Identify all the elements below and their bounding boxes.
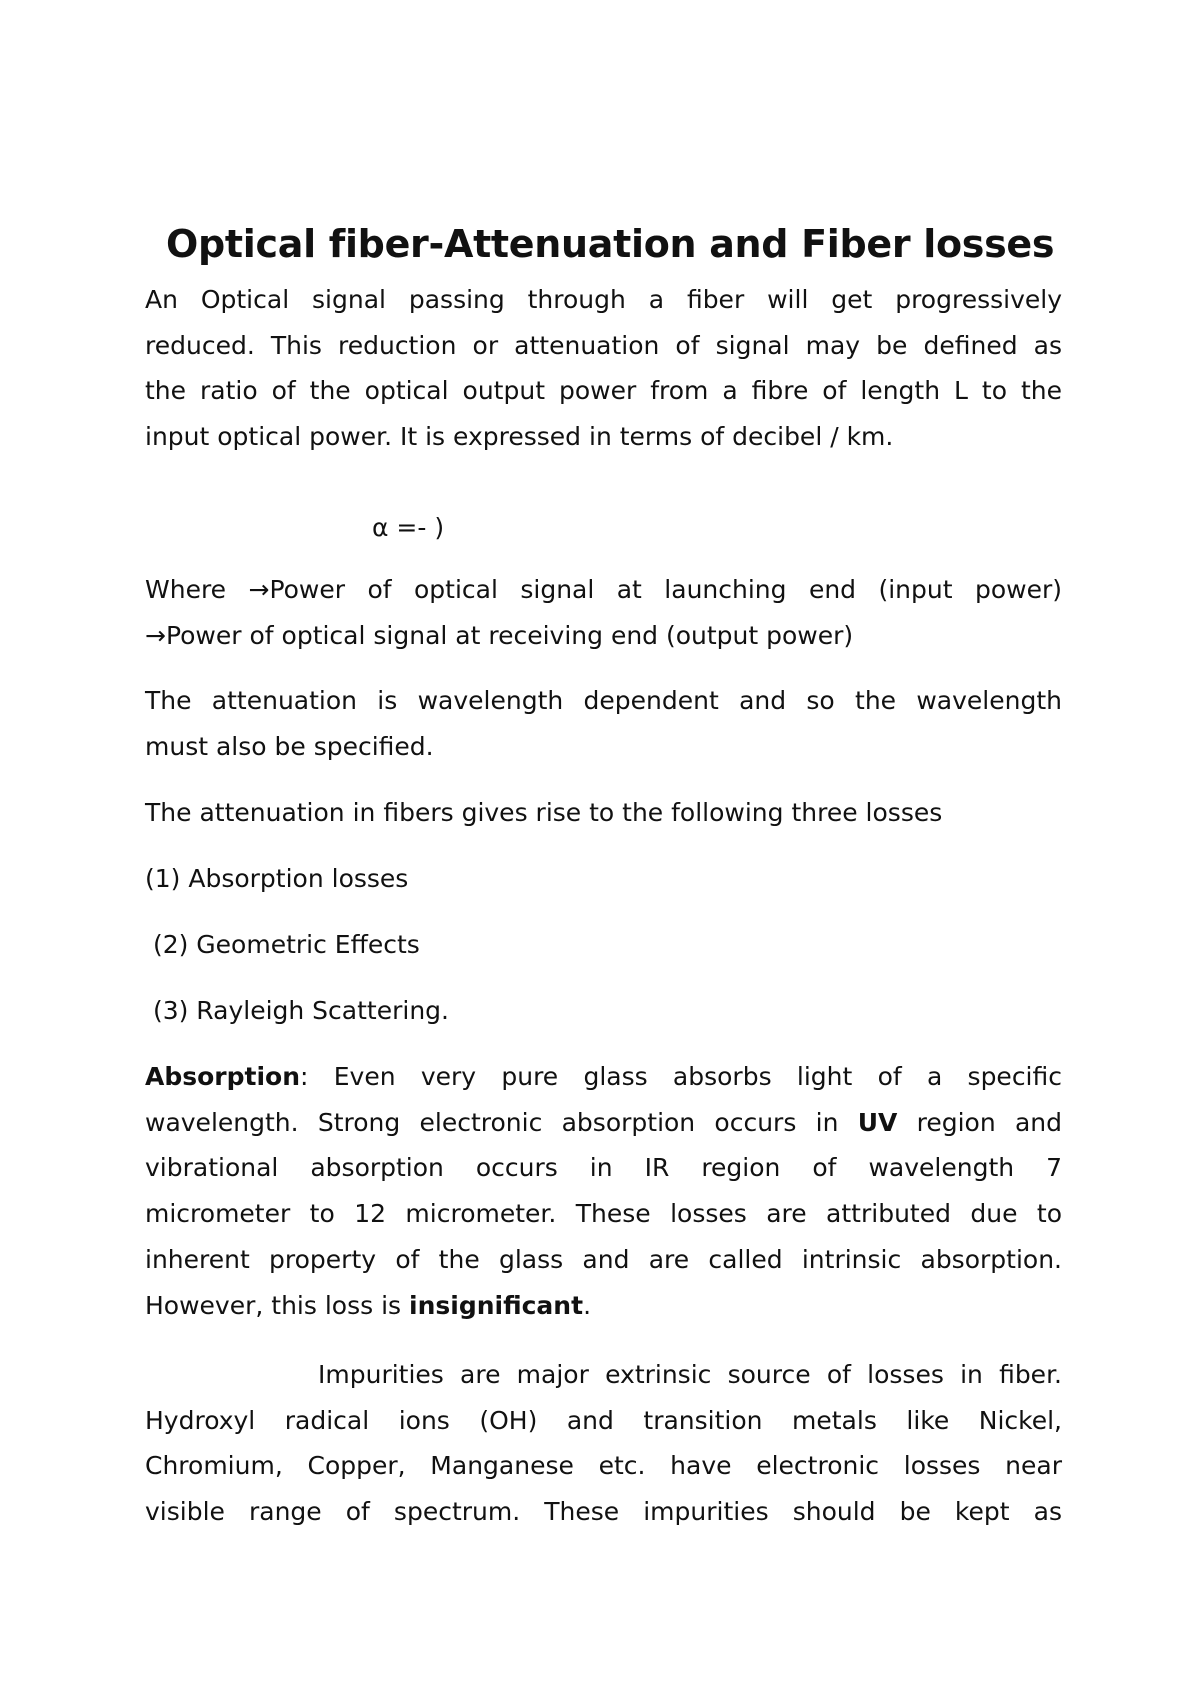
impurities-line-1-text: Impurities are major extrinsic source of losses in fiber. bbox=[318, 1360, 1062, 1389]
impurities-line-4: visible range of spectrum. These impurities should be kept as bbox=[145, 1497, 1062, 1527]
absorption-paragraph bbox=[145, 1054, 1062, 1328]
intro-paragraph bbox=[145, 277, 1062, 460]
loss-item-3 bbox=[145, 988, 1062, 1034]
uv-term: UV bbox=[857, 1107, 898, 1137]
intro-line-2: reduced. This reduction or attenuation of signal may be defined as bbox=[145, 330, 1062, 360]
absorption-line-2-pre: wavelength. Strong electronic absorption occurs in bbox=[145, 1107, 858, 1137]
loss-item-3-text: (3) Rayleigh Scattering. bbox=[145, 996, 449, 1025]
impurities-line-2: Hydroxyl radical ions (OH) and transition metals like Nickel, bbox=[145, 1405, 1062, 1435]
absorption-line-6 bbox=[145, 1283, 1062, 1329]
losses-intro bbox=[145, 790, 1062, 836]
loss-item-2 bbox=[145, 922, 1062, 968]
wavelength-line-2: must also be specified. bbox=[145, 731, 434, 761]
impurities-paragraph bbox=[145, 1352, 1062, 1535]
loss-item-2-text: (2) Geometric Effects bbox=[145, 930, 420, 959]
absorption-line-1 bbox=[145, 1054, 1062, 1100]
impurities-line-1 bbox=[145, 1352, 1062, 1398]
absorption-heading: Absorption bbox=[145, 1062, 301, 1091]
document-title: Optical fiber-Attenuation and Fiber losses bbox=[166, 222, 1055, 266]
absorption-line-2 bbox=[145, 1100, 1062, 1146]
formula-text: α =- ) bbox=[372, 513, 445, 542]
impurities-line-3: Chromium, Copper, Manganese etc. have electronic losses near bbox=[145, 1451, 1062, 1481]
intro-line-1: An Optical signal passing through a fiber will get progressively bbox=[145, 285, 1062, 314]
losses-intro-text: The attenuation in fibers gives rise to the following three losses bbox=[145, 798, 943, 827]
wavelength-line-1: The attenuation is wavelength dependent and so the wavelength bbox=[145, 686, 1062, 715]
loss-item-1 bbox=[145, 856, 1062, 902]
wavelength-paragraph bbox=[145, 678, 1062, 769]
insignificant-term: insignificant bbox=[409, 1290, 584, 1320]
absorption-line-4: micrometer to 12 micrometer. These losses are attributed due to bbox=[145, 1199, 1062, 1229]
attenuation-formula bbox=[372, 505, 672, 551]
absorption-line-2-post: region and bbox=[897, 1107, 1062, 1137]
absorption-line-3: vibrational absorption occurs in IR region of wavelength 7 bbox=[145, 1153, 1062, 1183]
absorption-line-6-post: . bbox=[583, 1290, 592, 1320]
intro-line-4: input optical power. It is expressed in terms of decibel / km. bbox=[145, 422, 894, 452]
intro-line-3: the ratio of the optical output power from a fibre of length L to the bbox=[145, 376, 1062, 406]
where-line-1: Where →Power of optical signal at launching end (input power) bbox=[145, 575, 1062, 604]
absorption-line-5: inherent property of the glass and are called intrinsic absorption. bbox=[145, 1244, 1062, 1274]
absorption-line-1-text: : Even very pure glass absorbs light of a specific bbox=[300, 1062, 1062, 1091]
loss-item-1-text: (1) Absorption losses bbox=[145, 864, 409, 893]
where-paragraph bbox=[145, 567, 1062, 658]
where-line-2: →Power of optical signal at receiving end (output power) bbox=[145, 620, 854, 650]
absorption-line-6-pre: However, this loss is bbox=[145, 1290, 409, 1320]
